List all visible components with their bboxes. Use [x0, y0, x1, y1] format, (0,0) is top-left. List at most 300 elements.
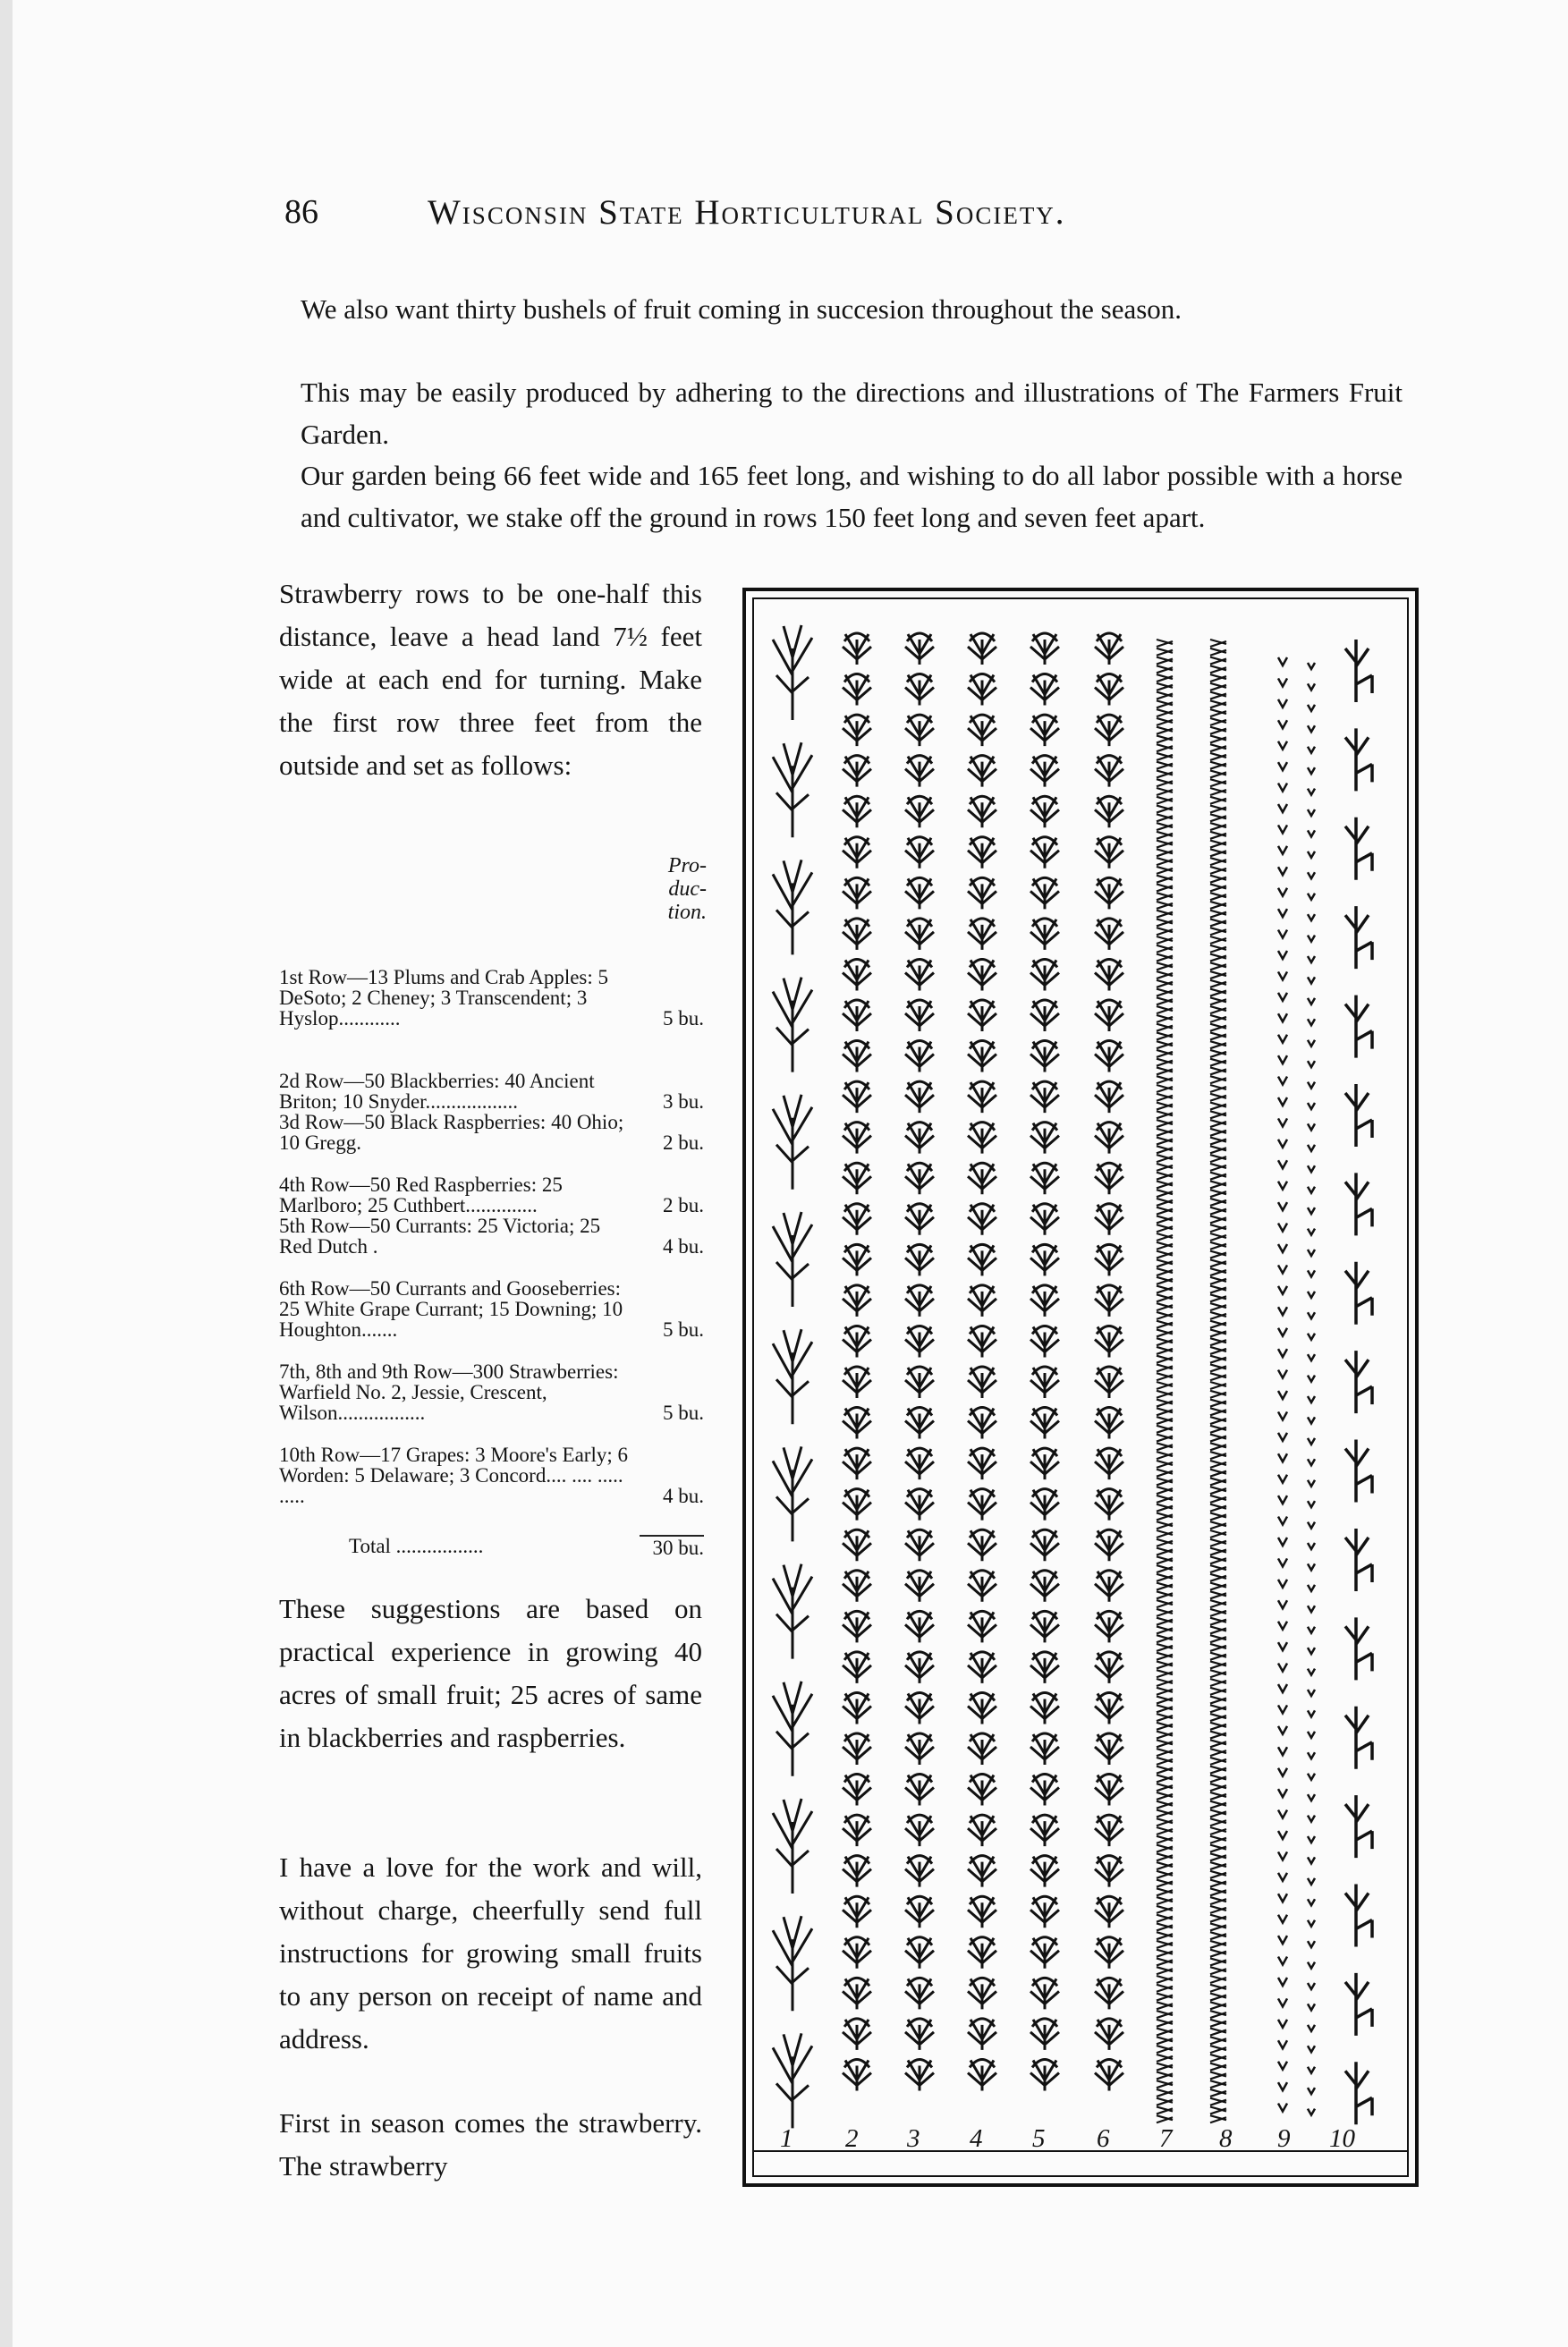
paragraph-strawberry: First in season comes the strawberry. The strawberry — [279, 2107, 702, 2182]
strawberry-plant-icon — [1278, 1684, 1287, 1692]
strawberry-plant-icon — [1278, 1831, 1287, 1839]
strawberry-plant-icon — [1210, 1067, 1226, 1074]
tree-icon — [773, 2033, 812, 2128]
strawberry-plant-icon — [1308, 1690, 1315, 1696]
bush-icon — [843, 919, 871, 950]
strawberry-plant-icon — [1210, 1207, 1226, 1215]
strawberry-plant-icon — [1157, 1373, 1173, 1380]
strawberry-plant-icon — [1210, 962, 1226, 970]
strawberry-plant-icon — [1210, 2063, 1226, 2071]
bush-icon — [1030, 1937, 1059, 1969]
strawberry-plant-icon — [1210, 1129, 1226, 1136]
strawberry-plant-icon — [1210, 762, 1226, 769]
bush-icon — [968, 1978, 996, 2009]
strawberry-plant-icon — [1308, 1187, 1315, 1193]
tree-icon — [773, 860, 812, 954]
bush-icon — [1030, 1244, 1059, 1275]
grape-vine-icon — [1345, 1885, 1372, 1947]
strawberry-plant-icon — [1210, 1400, 1226, 1407]
strawberry-plant-icon — [1278, 1328, 1287, 1336]
strawberry-plant-icon — [1210, 1312, 1226, 1319]
paragraph-strawberry-rows: Strawberry rows to be one-half this distance, leave a head land 7½ feet wide at each end for turning. Make the first row three feet from the outside and set as follows: — [279, 578, 702, 781]
strawberry-plant-icon — [1210, 1294, 1226, 1301]
grape-vine-icon — [1345, 1440, 1372, 1503]
strawberry-plant-icon — [1210, 744, 1226, 751]
bush-icon — [1030, 1733, 1059, 1765]
strawberry-plant-icon — [1157, 1714, 1173, 1721]
bush-icon — [1095, 919, 1123, 950]
row-label: 5 — [1032, 2124, 1046, 2153]
strawberry-plant-icon — [1157, 1556, 1173, 1563]
strawberry-plant-icon — [1157, 1461, 1173, 1468]
strawberry-plant-icon — [1278, 1475, 1287, 1483]
bush-icon — [905, 1815, 934, 1846]
strawberry-plant-icon — [1210, 1880, 1226, 1887]
grape-vine-icon — [1345, 1084, 1372, 1147]
strawberry-plant-icon — [1210, 1574, 1226, 1581]
strawberry-plant-icon — [1157, 1259, 1173, 1267]
strawberry-plant-icon — [1308, 1480, 1315, 1487]
strawberry-plant-icon — [1278, 951, 1287, 959]
strawberry-plant-icon — [1210, 849, 1226, 856]
strawberry-plant-icon — [1308, 1334, 1315, 1340]
bush-icon — [905, 1652, 934, 1683]
grape-vine-icon — [1345, 1973, 1372, 2036]
strawberry-plant-icon — [1157, 1094, 1173, 1101]
bush-icon — [843, 959, 871, 990]
strawberry-plant-icon — [1157, 788, 1173, 795]
strawberry-plant-icon — [1157, 709, 1173, 716]
garden-plan-illustration — [741, 586, 1420, 2189]
bush-icon — [843, 1244, 871, 1275]
strawberry-plant-icon — [1308, 1732, 1315, 1738]
strawberry-plant-icon — [1308, 1417, 1315, 1423]
strawberry-plant-icon — [1210, 1103, 1226, 1110]
strawberry-plant-icon — [1278, 1538, 1287, 1546]
strawberry-plant-icon — [1157, 1958, 1173, 1965]
strawberry-plant-icon — [1157, 1626, 1173, 1633]
strawberry-plant-icon — [1308, 1082, 1315, 1089]
strawberry-plant-icon — [1278, 1035, 1287, 1043]
strawberry-plant-icon — [1308, 1752, 1315, 1758]
tree-icon — [773, 1799, 812, 1894]
strawberry-plant-icon — [1157, 1644, 1173, 1651]
strawberry-plant-icon — [1210, 1932, 1226, 1939]
strawberry-plant-icon — [1210, 1050, 1226, 1057]
strawberry-plant-icon — [1157, 1120, 1173, 1127]
strawberry-plant-icon — [1157, 1801, 1173, 1809]
strawberry-plant-icon — [1210, 1618, 1226, 1625]
strawberry-plant-icon — [1210, 648, 1226, 656]
strawberry-plant-icon — [1210, 893, 1226, 900]
strawberry-plant-icon — [1157, 1705, 1173, 1712]
strawberry-plant-icon — [1278, 1936, 1287, 1944]
bush-icon — [1095, 1163, 1123, 1194]
strawberry-plant-icon — [1210, 1705, 1226, 1712]
strawberry-plant-icon — [1210, 2046, 1226, 2053]
bush-icon — [843, 1692, 871, 1724]
strawberry-plant-icon — [1210, 1548, 1226, 1555]
strawberry-plant-icon — [1157, 1888, 1173, 1895]
tree-icon — [773, 1095, 812, 1190]
bush-icon — [1095, 2019, 1123, 2050]
bush-icon — [905, 756, 934, 787]
bush-icon — [968, 2019, 996, 2050]
strawberry-plant-icon — [1157, 1050, 1173, 1057]
strawberry-plant-icon — [1157, 2055, 1173, 2062]
strawberry-plant-icon — [1157, 779, 1173, 786]
strawberry-plant-icon — [1157, 640, 1173, 647]
bush-icon — [1095, 1489, 1123, 1521]
strawberry-plant-icon — [1157, 753, 1173, 760]
row-label: 10 — [1329, 2124, 1355, 2153]
strawberry-plant-icon — [1210, 1994, 1226, 2001]
strawberry-plant-icon — [1210, 2080, 1226, 2088]
bush-icon — [905, 1611, 934, 1642]
strawberry-plant-icon — [1278, 2082, 1287, 2090]
strawberry-plant-icon — [1157, 2020, 1173, 2027]
strawberry-plant-icon — [1157, 936, 1173, 944]
strawberry-plant-icon — [1157, 1391, 1173, 1398]
bush-icon — [905, 1733, 934, 1765]
strawberry-plant-icon — [1157, 2046, 1173, 2053]
strawberry-plant-icon — [1278, 1202, 1287, 1210]
strawberry-plant-icon — [1210, 858, 1226, 865]
strawberry-plant-icon — [1210, 1478, 1226, 1485]
strawberry-plant-icon — [1278, 1097, 1287, 1106]
strawberry-plant-icon — [1157, 1512, 1173, 1520]
grape-vine-icon — [1345, 1262, 1372, 1325]
strawberry-plant-icon — [1278, 1873, 1287, 1881]
bush-icon — [1030, 1000, 1059, 1031]
strawberry-plant-icon — [1210, 841, 1226, 848]
bush-icon — [968, 1081, 996, 1113]
strawberry-plant-icon — [1210, 1539, 1226, 1546]
strawberry-plant-icon — [1308, 830, 1315, 836]
strawberry-plant-icon — [1157, 1670, 1173, 1677]
bush-icon — [843, 1611, 871, 1642]
strawberry-plant-icon — [1157, 1836, 1173, 1843]
strawberry-plant-icon — [1210, 1714, 1226, 1721]
strawberry-plant-icon — [1210, 1609, 1226, 1616]
strawberry-plant-icon — [1308, 1061, 1315, 1067]
strawberry-plant-icon — [1210, 2055, 1226, 2062]
bush-icon — [1095, 715, 1123, 746]
bush-icon — [905, 633, 934, 665]
strawberry-plant-icon — [1157, 876, 1173, 883]
strawberry-plant-icon — [1157, 1697, 1173, 1704]
bush-icon — [1030, 959, 1059, 990]
strawberry-plant-icon — [1308, 1794, 1315, 1800]
row-label: 3 — [907, 2124, 920, 2153]
bush-icon — [843, 877, 871, 909]
bush-icon — [968, 1652, 996, 1683]
strawberry-plant-icon — [1308, 1145, 1315, 1151]
strawberry-plant-icon — [1157, 1818, 1173, 1826]
strawberry-plant-icon — [1210, 1732, 1226, 1739]
strawberry-plant-icon — [1157, 1181, 1173, 1188]
strawberry-plant-icon — [1210, 1818, 1226, 1826]
bush-icon — [968, 1041, 996, 1072]
strawberry-plant-icon — [1157, 1400, 1173, 1407]
strawberry-plant-icon — [1157, 2037, 1173, 2044]
strawberry-plant-icon — [1157, 1600, 1173, 1607]
bush-icon — [1095, 1856, 1123, 1887]
strawberry-plant-icon — [1308, 767, 1315, 774]
grape-vine-icon — [1345, 1351, 1372, 1413]
bush-icon — [1095, 1733, 1123, 1765]
strawberry-plant-icon — [1308, 1207, 1315, 1214]
strawberry-plant-icon — [1210, 814, 1226, 821]
strawberry-plant-icon — [1278, 867, 1287, 875]
strawberry-plant-icon — [1157, 1827, 1173, 1834]
bush-icon — [905, 1489, 934, 1521]
strawberry-plant-icon — [1157, 1749, 1173, 1756]
strawberry-plant-icon — [1210, 1338, 1226, 1345]
strawberry-plant-icon — [1278, 1957, 1287, 1965]
bush-icon — [968, 1489, 996, 1521]
strawberry-plant-icon — [1210, 1329, 1226, 1336]
strawberry-plant-icon — [1210, 683, 1226, 691]
strawberry-plant-icon — [1278, 1286, 1287, 1294]
strawberry-plant-icon — [1210, 665, 1226, 673]
strawberry-plant-icon — [1278, 1453, 1287, 1462]
strawberry-plant-icon — [1157, 700, 1173, 707]
strawberry-plant-icon — [1210, 1845, 1226, 1852]
bush-icon — [905, 1408, 934, 1439]
bush-icon — [843, 1000, 871, 1031]
strawberry-plant-icon — [1157, 1085, 1173, 1092]
strawberry-plant-icon — [1157, 1006, 1173, 1013]
strawberry-plant-icon — [1308, 809, 1315, 816]
strawberry-plant-icon — [1278, 1851, 1287, 1860]
strawberry-plant-icon — [1210, 1190, 1226, 1197]
strawberry-plant-icon — [1210, 692, 1226, 699]
strawberry-plant-icon — [1157, 1941, 1173, 1948]
strawberry-plant-icon — [1210, 1391, 1226, 1398]
bush-icon — [1095, 1896, 1123, 1928]
bush-icon — [905, 877, 934, 909]
strawberry-plant-icon — [1308, 2046, 1315, 2052]
strawberry-plant-icon — [1278, 1495, 1287, 1504]
strawberry-plant-icon — [1157, 1583, 1173, 1590]
bush-icon — [1095, 633, 1123, 665]
strawberry-plant-icon — [1210, 928, 1226, 935]
bush-icon — [968, 1896, 996, 1928]
strawberry-plant-icon — [1210, 1862, 1226, 1869]
strawberry-plant-icon — [1210, 1600, 1226, 1607]
strawberry-plant-icon — [1157, 1591, 1173, 1598]
bush-icon — [1095, 1326, 1123, 1357]
strawberry-plant-icon — [1157, 1565, 1173, 1572]
strawberry-plant-icon — [1308, 705, 1315, 711]
bush-icon — [905, 1856, 934, 1887]
strawberry-plant-icon — [1278, 804, 1287, 812]
strawberry-plant-icon — [1308, 998, 1315, 1004]
strawberry-plant-icon — [1210, 1697, 1226, 1704]
strawberry-plant-icon — [1157, 1950, 1173, 1957]
bush-icon — [843, 1041, 871, 1072]
strawberry-plant-icon — [1210, 1146, 1226, 1153]
bush-icon — [968, 959, 996, 990]
strawberry-plant-icon — [1308, 1941, 1315, 1947]
bush-icon — [1095, 877, 1123, 909]
strawberry-plant-icon — [1308, 683, 1315, 690]
strawberry-plant-icon — [1210, 1111, 1226, 1118]
strawberry-plant-icon — [1157, 1967, 1173, 1974]
strawberry-plant-icon — [1210, 1827, 1226, 1834]
strawberry-plant-icon — [1157, 1435, 1173, 1442]
bush-icon — [905, 1326, 934, 1357]
strawberry-plant-icon — [1210, 718, 1226, 725]
strawberry-plant-icon — [1278, 1747, 1287, 1755]
tree-icon — [773, 1682, 812, 1776]
strawberry-plant-icon — [1308, 894, 1315, 900]
strawberry-plant-icon — [1210, 1958, 1226, 1965]
strawberry-plant-icon — [1210, 1417, 1226, 1424]
bush-icon — [905, 1000, 934, 1031]
bush-icon — [968, 1000, 996, 1031]
strawberry-plant-icon — [1157, 1985, 1173, 1992]
bush-icon — [905, 1775, 934, 1806]
strawberry-plant-icon — [1210, 2089, 1226, 2097]
strawberry-plant-icon — [1210, 936, 1226, 944]
strawberry-plant-icon — [1157, 1976, 1173, 1983]
strawberry-plant-icon — [1157, 770, 1173, 777]
bush-icon — [1095, 1611, 1123, 1642]
strawberry-plant-icon — [1278, 741, 1287, 750]
bush-icon — [1030, 837, 1059, 868]
strawberry-plant-icon — [1210, 1224, 1226, 1232]
row-label: 7 — [1159, 2124, 1173, 2153]
strawberry-plant-icon — [1308, 1522, 1315, 1529]
strawberry-plant-icon — [1278, 1370, 1287, 1378]
grape-vine-icon — [1345, 640, 1372, 702]
grape-vine-icon — [1345, 1173, 1372, 1235]
strawberry-plant-icon — [1210, 1277, 1226, 1284]
bush-icon — [843, 837, 871, 868]
bush-icon — [843, 1978, 871, 2009]
strawberry-plant-icon — [1210, 1521, 1226, 1529]
bush-icon — [1030, 1123, 1059, 1154]
strawberry-plant-icon — [1157, 997, 1173, 1004]
row-label: 2 — [845, 2124, 859, 2153]
strawberry-plant-icon — [1308, 1103, 1315, 1109]
strawberry-plant-icon — [1278, 2062, 1287, 2070]
strawberry-plant-icon — [1157, 1487, 1173, 1494]
strawberry-plant-icon — [1210, 1006, 1226, 1013]
running-title: Wisconsin State Horticultural Society. — [428, 193, 1066, 232]
strawberry-plant-icon — [1210, 1565, 1226, 1572]
grape-vine-icon — [1345, 1707, 1372, 1769]
strawberry-plant-icon — [1210, 867, 1226, 874]
strawberry-plant-icon — [1157, 1294, 1173, 1301]
tree-icon — [773, 1446, 812, 1541]
strawberry-plant-icon — [1157, 1618, 1173, 1625]
strawberry-plant-icon — [1210, 1461, 1226, 1468]
bush-icon — [968, 674, 996, 706]
strawberry-plant-icon — [1278, 1013, 1287, 1021]
bush-icon — [843, 1285, 871, 1317]
strawberry-plant-icon — [1308, 872, 1315, 878]
paragraph-fruit-goal: We also want thirty bushels of fruit coming in succesion throughout the season. — [301, 293, 1182, 325]
strawberry-plant-icon — [1308, 1816, 1315, 1822]
bush-icon — [1095, 796, 1123, 827]
strawberry-plant-icon — [1308, 1040, 1315, 1046]
bush-icon — [968, 1408, 996, 1439]
bush-icon — [905, 2019, 934, 2050]
strawberry-plant-icon — [1157, 1173, 1173, 1180]
page-header — [284, 192, 1277, 246]
strawberry-plant-icon — [1157, 919, 1173, 926]
bush-icon — [905, 1896, 934, 1928]
strawberry-plant-icon — [1278, 888, 1287, 896]
strawberry-plant-icon — [1210, 1976, 1226, 1983]
strawberry-plant-icon — [1278, 1433, 1287, 1441]
strawberry-plant-icon — [1210, 788, 1226, 795]
strawberry-plant-icon — [1278, 1349, 1287, 1357]
bush-icon — [905, 1529, 934, 1561]
grape-vine-icon — [1345, 818, 1372, 880]
strawberry-plant-icon — [1308, 1229, 1315, 1235]
strawberry-plant-icon — [1308, 1983, 1315, 1989]
bush-icon — [968, 1244, 996, 1275]
strawberry-plant-icon — [1157, 841, 1173, 848]
strawberry-plant-icon — [1157, 1041, 1173, 1048]
strawberry-plant-icon — [1157, 849, 1173, 856]
strawberry-plant-icon — [1210, 1653, 1226, 1660]
strawberry-plant-icon — [1157, 1871, 1173, 1878]
strawberry-plant-icon — [1210, 1268, 1226, 1275]
bush-icon — [843, 1937, 871, 1969]
strawberry-plant-icon — [1308, 1857, 1315, 1863]
strawberry-plant-icon — [1210, 989, 1226, 996]
strawberry-plant-icon — [1157, 1661, 1173, 1668]
strawberry-plant-icon — [1157, 1190, 1173, 1197]
planting-row: 3d Row—50 Black Raspberries: 40 Ohio; 10 Gregg. 2 bu. — [279, 1111, 704, 1154]
bush-icon — [1030, 1978, 1059, 2009]
paragraph-garden-size: Our garden being 66 feet wide and 165 feet long, and wishing to do all labor possible with a horse and cultivator, we stake off the ground in rows 150 feet long and seven feet apart. — [301, 460, 1403, 533]
bush-icon — [1095, 1204, 1123, 1235]
strawberry-plant-icon — [1308, 936, 1315, 942]
strawberry-plant-icon — [1210, 1801, 1226, 1809]
strawberry-plant-icon — [1308, 747, 1315, 753]
bush-icon — [1030, 2019, 1059, 2050]
strawberry-plant-icon — [1157, 1470, 1173, 1477]
strawberry-plant-icon — [1157, 1740, 1173, 1747]
bush-icon — [843, 715, 871, 746]
strawberry-plant-icon — [1308, 2025, 1315, 2031]
bush-icon — [843, 1489, 871, 1521]
bush-icon — [905, 1123, 934, 1154]
strawberry-plant-icon — [1157, 1356, 1173, 1363]
strawberry-plant-icon — [1278, 930, 1287, 938]
strawberry-plant-icon — [1210, 1233, 1226, 1241]
planting-row: 10th Row—17 Grapes: 3 Moore's Early; 6 Worden: 5 Delaware; 3 Concord.... .... ..... ..... 4 bu. — [279, 1444, 704, 1507]
strawberry-plant-icon — [1157, 1915, 1173, 1922]
strawberry-plant-icon — [1210, 2106, 1226, 2114]
strawberry-plant-icon — [1157, 1076, 1173, 1083]
bush-icon — [1095, 1815, 1123, 1846]
bush-icon — [1030, 715, 1059, 746]
strawberry-plant-icon — [1210, 1138, 1226, 1145]
strawberry-plant-icon — [1157, 1784, 1173, 1791]
bush-icon — [1030, 1041, 1059, 1072]
strawberry-plant-icon — [1210, 657, 1226, 665]
strawberry-plant-icon — [1308, 1627, 1315, 1633]
bush-icon — [1095, 1244, 1123, 1275]
strawberry-plant-icon — [1278, 678, 1287, 686]
